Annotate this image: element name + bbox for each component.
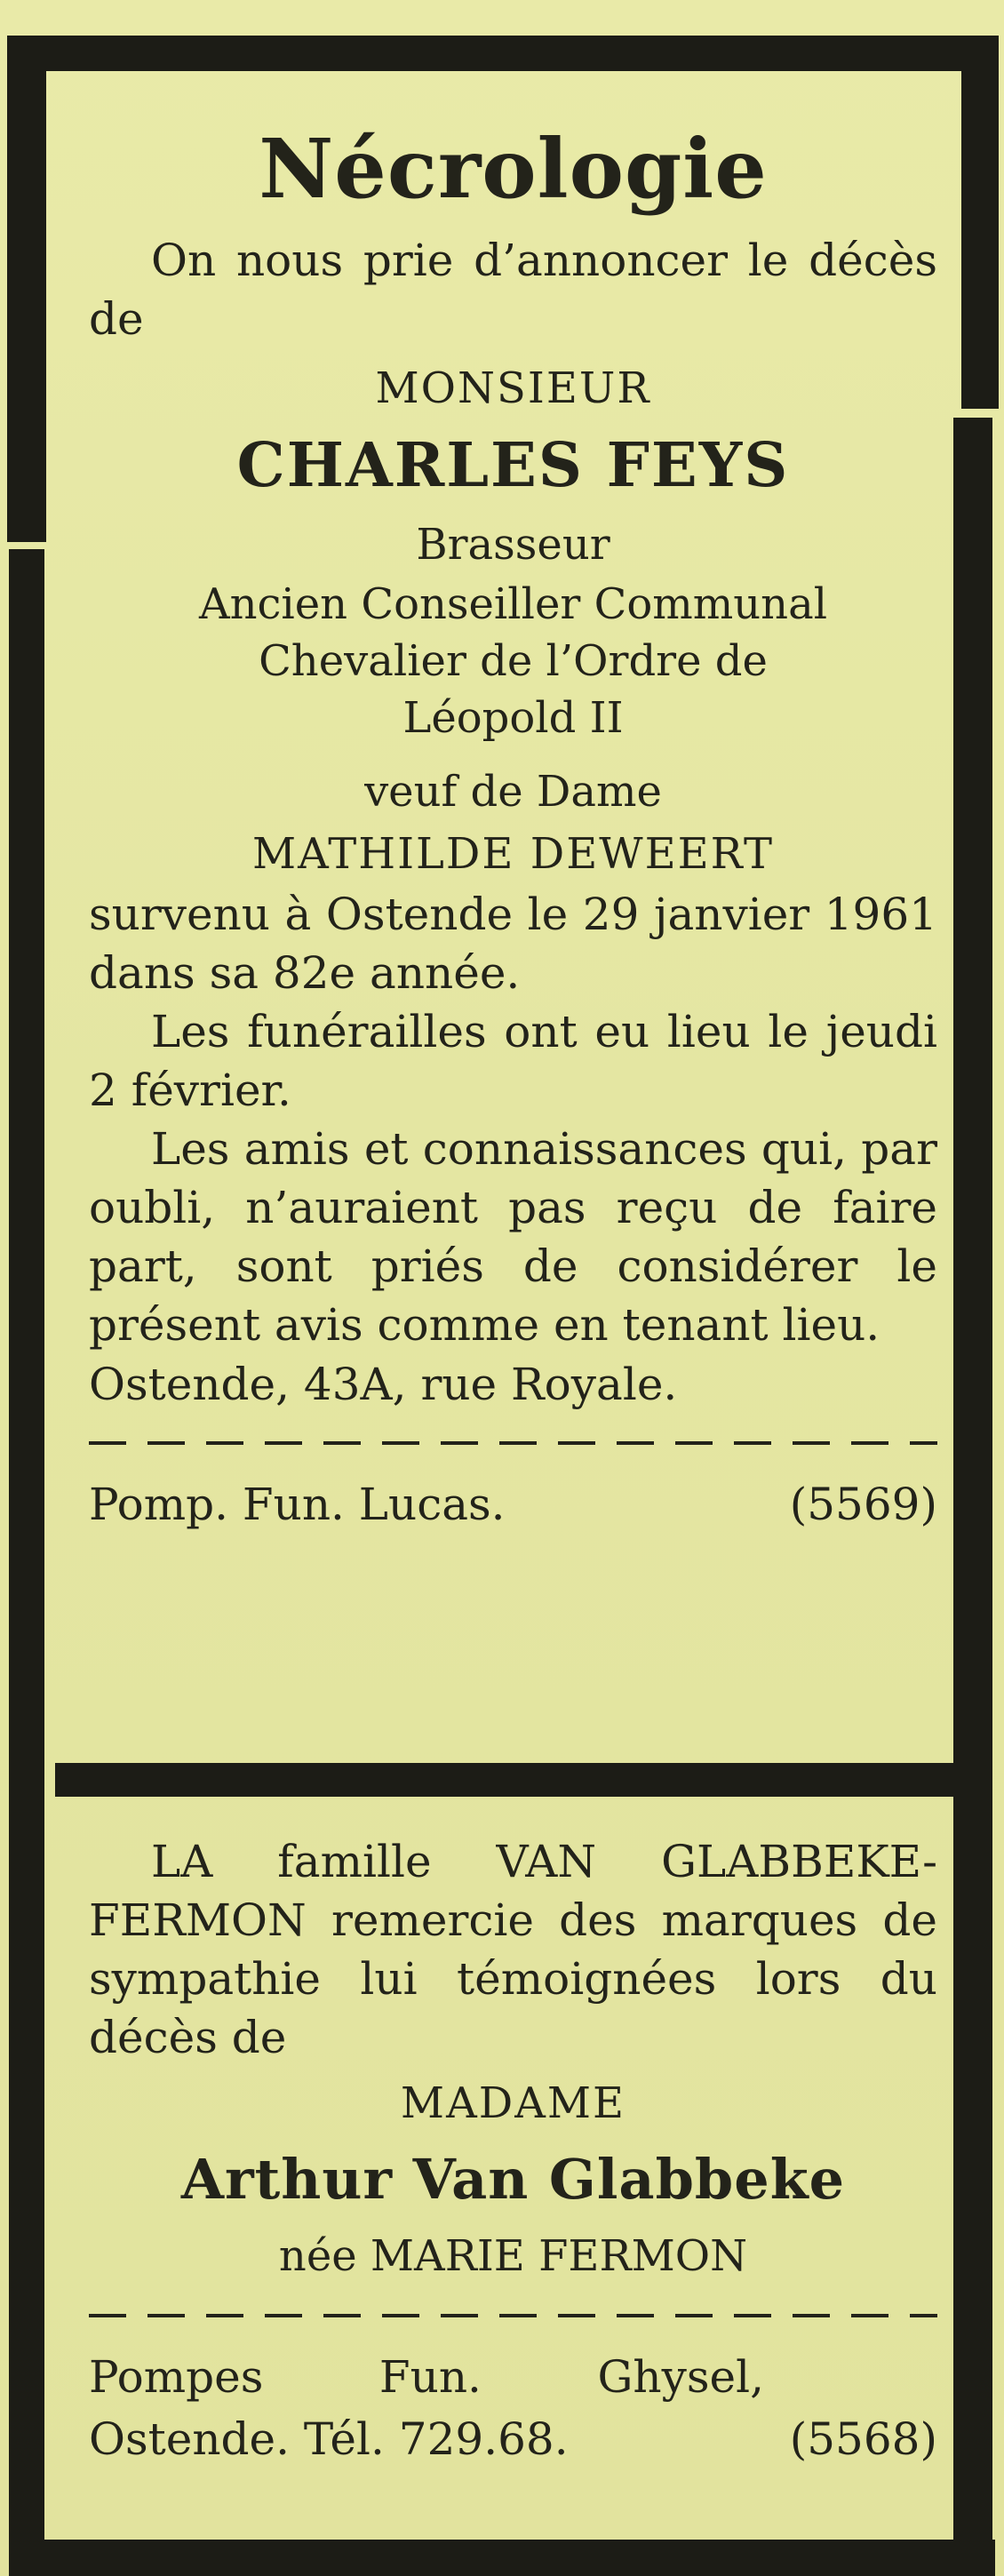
frame-top-border: [9, 36, 995, 71]
funeral-details: Les funérailles ont eu lieu le jeudi 2 février.: [89, 1006, 937, 1116]
notice-footer: [89, 1473, 937, 1535]
title-line-1: Ancien Conseiller Communal: [198, 579, 828, 629]
death-details: survenu à Ostende le 29 janvier 1961 dans sa 82e année.: [89, 889, 937, 999]
dashed-separator: [89, 2314, 937, 2317]
frame-right-border-lower: [953, 418, 992, 2559]
title-line-2: Chevalier de l’Ordre de: [259, 636, 768, 686]
thanks-notice-van-glabbeke: [89, 1832, 937, 2470]
announcement-intro: On nous prie d’annoncer le décès de: [89, 235, 937, 345]
friends-notice: Les amis et connaissances qui, par oubli, n’auraient pas reçu de faire part, sont priés de considérer le présent avis comme en tenant lieu.: [89, 1123, 937, 1351]
frame-right-border-upper: [961, 36, 999, 409]
occupation: Brasseur: [416, 520, 610, 570]
notice-footer: [89, 2346, 937, 2470]
dashed-separator: [89, 1441, 937, 1445]
notice-reference: (5569): [789, 1479, 937, 1530]
family-address: Ostende, 43A, rue Royale.: [89, 1359, 678, 1410]
honorific: MADAME: [400, 2078, 626, 2128]
deceased-name: Arthur Van Glabbeke: [180, 2147, 846, 2212]
undertaker-name: Pompes Fun. Ghysel, Ostende. Tél. 729.68.: [89, 2351, 764, 2465]
obituary-notice-feys: [89, 116, 937, 1535]
undertaker-name: Pomp. Fun. Lucas.: [89, 1479, 506, 1530]
title-line-3: Léopold II: [402, 693, 624, 743]
thanks-text: LA famille VAN GLABBEKE-FERMON remercie des marques de sympathie lui témoignées lors du décès de: [89, 1836, 937, 2063]
maiden-name: née MARIE FERMON: [278, 2231, 748, 2281]
notice-divider-bar: [55, 1763, 954, 1797]
deceased-name: CHARLES FEYS: [236, 430, 790, 501]
widower-of: veuf de Dame: [364, 767, 662, 817]
frame-bottom-border: [9, 2540, 995, 2576]
frame-left-border-upper: [7, 36, 46, 542]
section-title: Nécrologie: [259, 121, 768, 217]
honorific: MONSIEUR: [375, 363, 651, 413]
spouse-name: MATHILDE DEWEERT: [252, 829, 774, 879]
notice-reference: (5568): [789, 2413, 937, 2465]
frame-left-border-lower: [9, 549, 44, 2575]
